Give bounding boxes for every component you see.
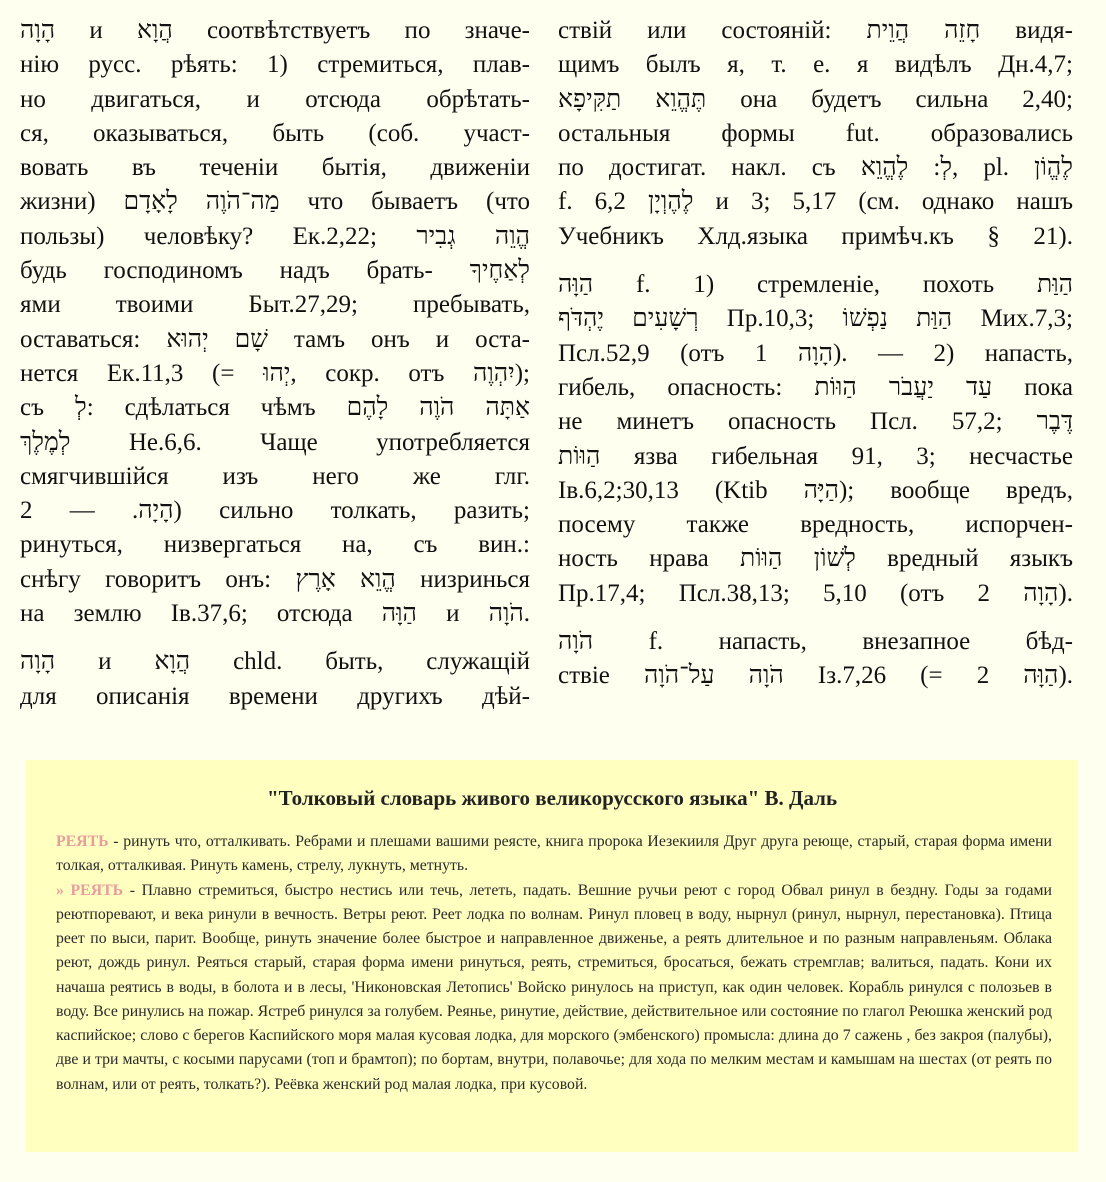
text-line: הָוָה и הֲוָא соотвѣтствуетъ по значе- bbox=[20, 17, 530, 44]
text-line: לְמֶלֶךְ Не.6,6. Чаще употребляется bbox=[20, 428, 530, 456]
text-line: по достигат. накл. съ לְ: לֶהֱוֵא, pl. לֶהֱוֹן bbox=[558, 154, 1073, 182]
text-line: ствій или состояній: חָזֵה הֲוֵית видя- bbox=[558, 17, 1074, 44]
text-line: Iв.6,2;30,13 (Ktib הַיָּה); вообще вредъ, bbox=[558, 476, 1073, 504]
panel-title: "Толковый словарь живого великорусского языка" В. Даль bbox=[266, 786, 838, 810]
text-line: снѣгу говоритъ онъ: הֱוֵא אָרֶץ низринься bbox=[20, 565, 531, 593]
text-line: f. לֶהֶוְיָן 6,2 и 3; 5,17 (см. однако нашъ bbox=[558, 188, 1073, 216]
entry-term[interactable]: » РЕЯТЬ bbox=[56, 881, 124, 899]
entry-definition: - ринуть что, отталкивать. Ребрами и плешами вашими реясте, книга пророка Иезекииля Друг друга реюще, старый, старая форма имени толкая, отталкивая. Ринуть камень, стрелу, лукнуть, метнуть. bbox=[56, 833, 1052, 875]
text-line: посему также вредность, испорчен- bbox=[558, 511, 1073, 539]
text-line: пользы) человѣку? Ек.2,22; הֱוֵה גְבִיר bbox=[20, 222, 530, 250]
text-line: הַוּוֹת язва гибельная 91, 3; несчастье bbox=[558, 442, 1073, 470]
text-line: ями твоими Быт.27,29; пребывать, bbox=[20, 291, 530, 319]
text-line: остальныя формы fut. образовались bbox=[558, 119, 1073, 147]
text-line: רְשָׁעִים יֶהְדֹּף Пр.10,3; הַוַּת נַפְשׁוֹ Мих.7,3; bbox=[558, 305, 1074, 333]
text-line: нется Ек.11,3 (= יְהוּ, сокр. отъ יִהְוֶה); bbox=[20, 359, 531, 387]
right-column bbox=[558, 14, 1073, 694]
text-line: будь господиномъ надъ брать- לְאַחֶיךָ bbox=[20, 257, 530, 285]
text-line: гибель, опасность: עַד יַעֲבֹר הַוּוֹת пока bbox=[558, 373, 1074, 401]
panel-body bbox=[56, 830, 1052, 1097]
entry-definition: - Плавно стремиться, быстро нестись или течь, лететь, падать. Вешние ручьи реют с город Обвал ринул в бездну. Годы за годами реютпоревают, и века ринули в вечность. Ветры реют. Реет лодка по волнам. Ринул пловец в воду, нырнул (ринул, нырнул, перестановка). Птица реет по выси, парит. Вообще, ринуть значение более быстрое и направленное движенье, а реять длительное и по разным направленьям. Облака реют, дождь ринул. Реяться старый, старая форма имени ринуться, реять, стремиться, бросаться, бежать стремглав; валиться, падать. Кони их начаша реятись в воды, в болота и в лесы, 'Никоновская Летопись' Войско ринулось на приступ, как один человек. Корабль ринулся с полозьев в воду. Все ринулись на пожар. Ястреб ринулся за голубем. Реянье, ринутие, действие, действительное или состояние по глагол Реюшка женский род каспийское; слово с берегов Каспийского моря малая кусовая лодка, для морского (эмбенского) промысла: длина до 7 сажень , без закроя (палубы), две и три мачты, с косыми парусами (топ и брамтоп); по бортам, внутри, полавочье; для хода по мелким местам и камышам на шестах (от реять по волнам, или от реять, толкать?). Реёвка женский род малая лодка, при кусовой. bbox=[56, 881, 1053, 1093]
entry-term[interactable]: РЕЯТЬ bbox=[56, 833, 109, 850]
text-line: הָיָה. — 2) сильно толкать, разить; bbox=[20, 497, 530, 525]
text-line: ся, оказываться, быть (соб. участ- bbox=[20, 119, 530, 147]
text-line: съ לְ: сдѣлаться чѣмъ אַתָּה הֹוֶה לָהֶם bbox=[20, 394, 530, 422]
text-line: הַוָּה f. 1) стремленіе, похоть הַוַּת bbox=[558, 271, 1073, 299]
dictionary-entry bbox=[56, 830, 1052, 879]
text-line: ринуться, низвергаться на, съ вин.: bbox=[20, 531, 530, 559]
text-line: не минетъ опасность Псл. 57,2; דֶּבֶר bbox=[558, 408, 1073, 436]
text-line: щимъ былъ я, т. е. я видѣлъ Дн.4,7; bbox=[558, 51, 1073, 79]
text-line: жизни) מַה־הֹוֶה לָאָדָם что бываетъ (что bbox=[20, 188, 530, 216]
text-line: Пр.17,4; Псл.38,13; 5,10 (отъ הָוָה 2). bbox=[558, 579, 1073, 607]
text-line: ность нрава לְשׁוֹן הַוּוֹת вредный языкъ bbox=[558, 545, 1073, 573]
text-line: на землю Ів.37,6; отсюда הַוָּה и הֹוָה. bbox=[20, 600, 530, 628]
text-line: הֹוָה f. напасть, внезапное бѣд- bbox=[558, 628, 1073, 656]
dal-dictionary-panel bbox=[26, 760, 1078, 1152]
text-line: для описанія времени другихъ дѣй- bbox=[20, 682, 530, 710]
text-line: תֶּהֱוֵא תַקִּיפָא она будетъ сильна 2,40; bbox=[558, 85, 1074, 113]
dictionary-entry bbox=[56, 879, 1052, 1097]
text-line: ствіе הֹוָה עַל־הֹוָה Iз.7,26 (= הַוָּה 2). bbox=[558, 662, 1074, 690]
text-line: Учебникъ Хлд.языка примѣч.къ § 21). bbox=[558, 222, 1073, 250]
left-column bbox=[20, 14, 530, 714]
text-line: вовать въ теченіи бытія, движеніи bbox=[20, 154, 530, 182]
text-line: Псл.52,9 (отъ הָוָה 1). — 2) напасть, bbox=[558, 339, 1074, 367]
text-line: оставаться: שָׁם יְהוּא тамъ онъ и оста- bbox=[20, 325, 530, 353]
text-line: нію русс. рѣять: 1) стремиться, плав- bbox=[20, 51, 530, 79]
text-line: смягчившійся изъ него же глг. bbox=[20, 462, 530, 490]
text-line: הָוָה и הֲוָא chld. быть, служащій bbox=[20, 648, 530, 676]
text-line: но двигаться, и отсюда обрѣтать- bbox=[20, 85, 530, 113]
